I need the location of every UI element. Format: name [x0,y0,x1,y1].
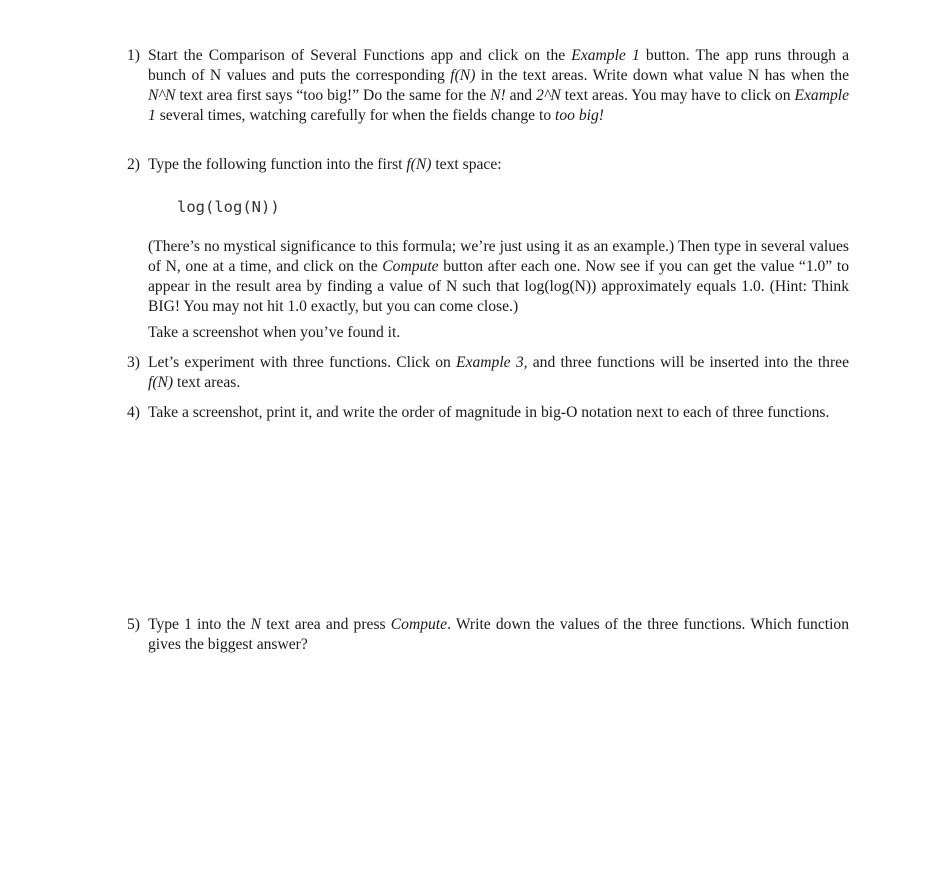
nn-reference: N^N [148,86,176,104]
too-big-reference: too big! [555,106,604,124]
question-number: 5) [127,616,140,633]
question-number: 4) [127,404,140,421]
question-number: 3) [127,354,140,371]
question-4 [127,403,849,423]
n-factorial-reference: N! [490,86,506,104]
compute-reference: Compute [382,257,439,275]
question-text: Type 1 into the N text area and press Compute. Write down the values of the three functions. Which function gives the biggest answer? [148,616,849,653]
compute-reference: Compute [390,616,448,633]
question-1 [127,46,849,126]
question-2-screenshot-note: Take a screenshot when you’ve found it. [148,324,401,341]
question-text: Type the following function into the first f(N) text space: [148,156,502,173]
question-3 [127,353,849,393]
question-text: Start the Comparison of Several Functions app and click on the Example 1 button. The app runs through a bunch of N values and puts the corresponding f(N) in the text areas. Write down what value N has when the N^N text area first says “too big!” Do the same for the N! and 2^N text areas. You may have to click on Example 1 several times, watching carefully for when the fields change to too big! [148,47,850,124]
fn-reference: f(N) [148,373,174,391]
question-2-continued [127,237,849,317]
fn-reference: f(N) [406,156,432,173]
example-1-reference: Example 1 [571,47,640,64]
question-number: 1) [127,47,140,64]
question-text: Let’s experiment with three functions. Click on Example 3, and three functions will be inserted into the three f(N) text areas. [148,354,849,391]
question-number: 2) [127,156,140,173]
example-1-reference: Example 1 [148,86,850,124]
question-text: (There’s no mystical significance to this formula; we’re just using it as an example.) Then type in several values of N, one at a time, and click on the Compute button after each one. Now see if you can get the value “1.0” to appear in the result area by finding a value of N such that log(log(N)) approximately equals 1.0. (Hint: Think BIG! You may not hit 1.0 exactly, but you can come close.) [148,238,849,315]
question-2 [127,155,849,175]
fn-reference: f(N) [450,66,476,84]
question-text: Take a screenshot, print it, and write the order of magnitude in big-O notation next to each of three functions. [148,404,830,421]
n-reference: N [250,616,262,633]
code-snippet: log(log(N)) [177,198,280,216]
question-5 [127,615,849,655]
example-3-reference: Example 3, [456,354,528,371]
two-n-reference: 2^N [536,86,561,104]
